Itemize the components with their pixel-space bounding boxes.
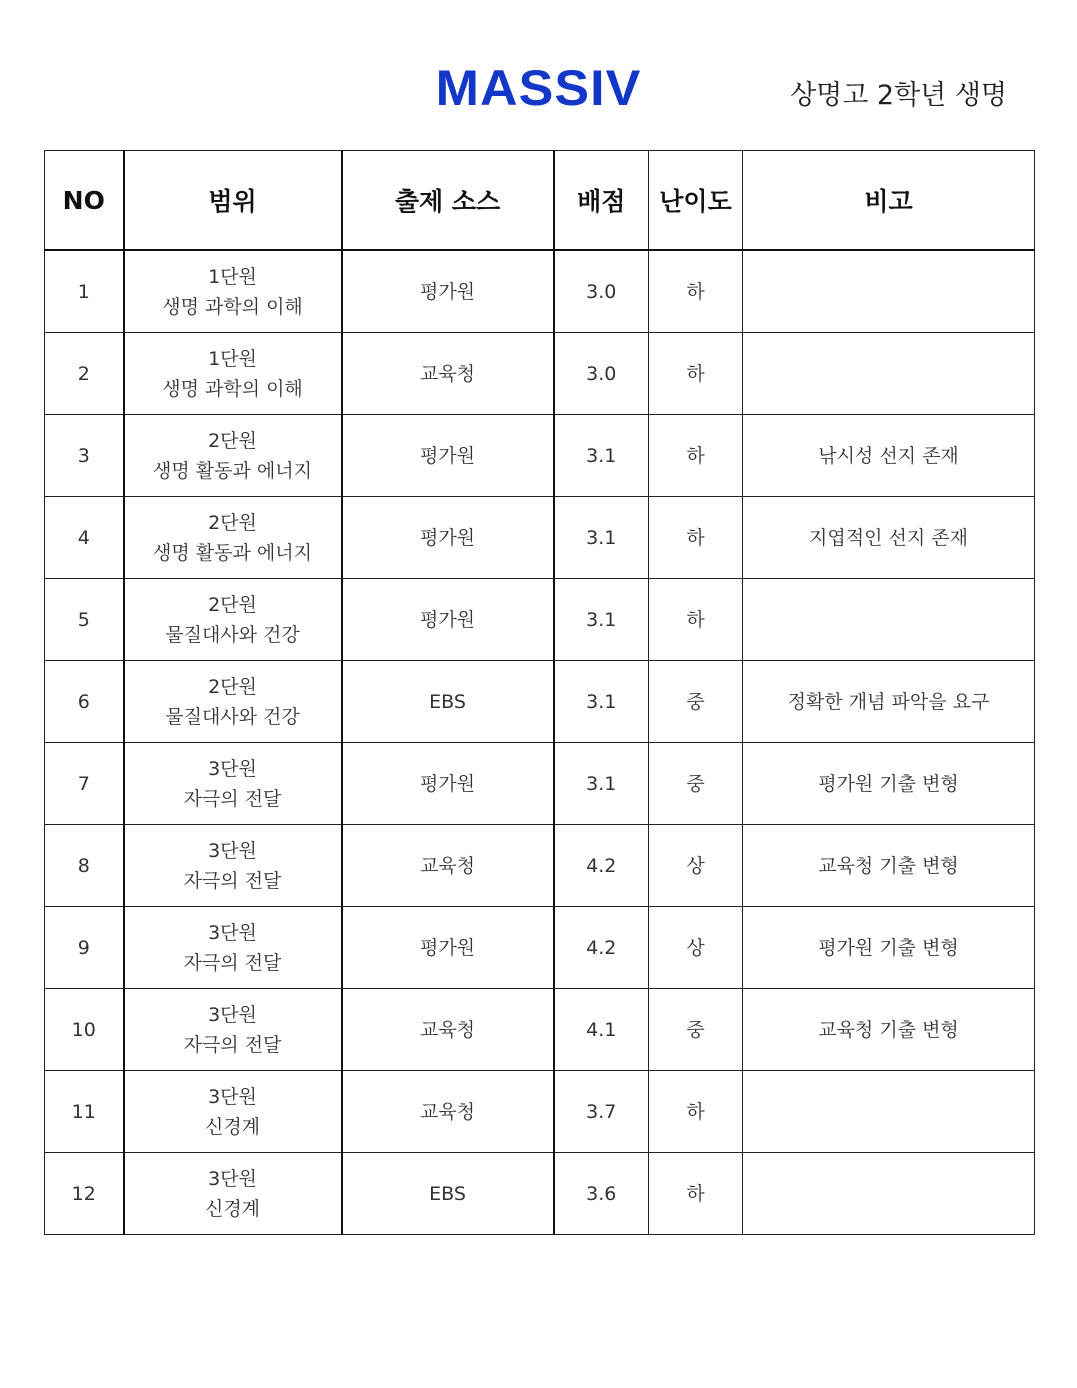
cell-no: 10 xyxy=(45,989,124,1071)
cell-no: 11 xyxy=(45,1071,124,1153)
cell-difficulty: 하 xyxy=(649,415,743,497)
cell-range-topic: 자극의 전달 xyxy=(183,787,282,810)
cell-range-unit: 3단원 xyxy=(208,921,257,944)
cell-score: 3.7 xyxy=(554,1071,649,1153)
cell-range xyxy=(124,743,342,825)
cell-note xyxy=(743,1153,1035,1235)
cell-range-unit: 3단원 xyxy=(208,1085,257,1108)
table-row xyxy=(45,743,1035,825)
cell-range-topic: 자극의 전달 xyxy=(183,869,282,892)
cell-note: 평가원 기출 변형 xyxy=(743,743,1035,825)
cell-range-unit: 1단원 xyxy=(208,347,257,370)
cell-score: 3.0 xyxy=(554,333,649,415)
cell-range xyxy=(124,497,342,579)
table-row xyxy=(45,497,1035,579)
cell-range xyxy=(124,989,342,1071)
cell-no: 6 xyxy=(45,661,124,743)
cell-source: 교육청 xyxy=(342,333,554,415)
cell-range-unit: 1단원 xyxy=(208,265,257,288)
cell-score: 4.2 xyxy=(554,825,649,907)
cell-source: EBS xyxy=(342,1153,554,1235)
cell-range xyxy=(124,825,342,907)
cell-note: 교육청 기출 변형 xyxy=(743,989,1035,1071)
table-row xyxy=(45,333,1035,415)
cell-range-topic: 물질대사와 건강 xyxy=(165,623,300,646)
cell-difficulty: 하 xyxy=(649,333,743,415)
cell-no: 1 xyxy=(45,250,124,333)
exam-analysis-table xyxy=(44,150,1035,1235)
table-row xyxy=(45,825,1035,907)
cell-range-topic: 물질대사와 건강 xyxy=(165,705,300,728)
cell-score: 3.1 xyxy=(554,743,649,825)
cell-no: 7 xyxy=(45,743,124,825)
cell-range-unit: 2단원 xyxy=(208,593,257,616)
cell-range-topic: 생명 과학의 이해 xyxy=(162,377,303,400)
cell-no: 4 xyxy=(45,497,124,579)
cell-range-topic: 생명 활동과 에너지 xyxy=(153,459,312,482)
cell-score: 3.1 xyxy=(554,497,649,579)
cell-score: 3.6 xyxy=(554,1153,649,1235)
cell-range-topic: 생명 과학의 이해 xyxy=(162,295,303,318)
cell-no: 3 xyxy=(45,415,124,497)
cell-range-unit: 3단원 xyxy=(208,1167,257,1190)
cell-range-topic: 신경계 xyxy=(204,1197,261,1220)
cell-source: 교육청 xyxy=(342,989,554,1071)
cell-note: 낚시성 선지 존재 xyxy=(743,415,1035,497)
column-header-difficulty: 난이도 xyxy=(649,151,743,251)
cell-note xyxy=(743,250,1035,333)
cell-difficulty: 하 xyxy=(649,1153,743,1235)
cell-range xyxy=(124,333,342,415)
cell-score: 3.1 xyxy=(554,415,649,497)
cell-source: 평가원 xyxy=(342,250,554,333)
cell-range-unit: 3단원 xyxy=(208,839,257,862)
table-row xyxy=(45,1153,1035,1235)
cell-range-topic: 생명 활동과 에너지 xyxy=(153,541,312,564)
cell-range-topic: 자극의 전달 xyxy=(183,1033,282,1056)
cell-source: 평가원 xyxy=(342,579,554,661)
cell-score: 4.1 xyxy=(554,989,649,1071)
cell-note xyxy=(743,1071,1035,1153)
cell-difficulty: 하 xyxy=(649,579,743,661)
cell-no: 5 xyxy=(45,579,124,661)
cell-score: 3.0 xyxy=(554,250,649,333)
cell-range xyxy=(124,661,342,743)
cell-score: 4.2 xyxy=(554,907,649,989)
cell-score: 3.1 xyxy=(554,661,649,743)
cell-no: 8 xyxy=(45,825,124,907)
cell-score: 3.1 xyxy=(554,579,649,661)
cell-note xyxy=(743,579,1035,661)
table-header-row xyxy=(45,151,1035,251)
cell-source: 평가원 xyxy=(342,497,554,579)
cell-source: 평가원 xyxy=(342,415,554,497)
cell-difficulty: 하 xyxy=(649,497,743,579)
cell-range-topic: 신경계 xyxy=(204,1115,261,1138)
cell-difficulty: 중 xyxy=(649,661,743,743)
cell-difficulty: 상 xyxy=(649,907,743,989)
cell-range xyxy=(124,415,342,497)
cell-difficulty: 상 xyxy=(649,825,743,907)
cell-no: 9 xyxy=(45,907,124,989)
column-header-range: 범위 xyxy=(124,151,342,251)
cell-range-unit: 3단원 xyxy=(208,1003,257,1026)
cell-note: 정확한 개념 파악을 요구 xyxy=(743,661,1035,743)
table-row xyxy=(45,579,1035,661)
cell-range-unit: 3단원 xyxy=(208,757,257,780)
cell-range-unit: 2단원 xyxy=(208,675,257,698)
table-row xyxy=(45,1071,1035,1153)
cell-note xyxy=(743,333,1035,415)
column-header-score: 배점 xyxy=(554,151,649,251)
table-row xyxy=(45,415,1035,497)
cell-range-unit: 2단원 xyxy=(208,429,257,452)
cell-difficulty: 하 xyxy=(649,1071,743,1153)
cell-range xyxy=(124,250,342,333)
table-row xyxy=(45,661,1035,743)
cell-source: 평가원 xyxy=(342,743,554,825)
cell-range xyxy=(124,579,342,661)
cell-range xyxy=(124,907,342,989)
cell-range xyxy=(124,1071,342,1153)
cell-difficulty: 하 xyxy=(649,250,743,333)
cell-note: 평가원 기출 변형 xyxy=(743,907,1035,989)
cell-note: 지엽적인 선지 존재 xyxy=(743,497,1035,579)
column-header-source: 출제 소스 xyxy=(342,151,554,251)
cell-difficulty: 중 xyxy=(649,989,743,1071)
column-header-no: NO xyxy=(45,151,124,251)
cell-source: EBS xyxy=(342,661,554,743)
cell-source: 교육청 xyxy=(342,1071,554,1153)
cell-no: 12 xyxy=(45,1153,124,1235)
cell-note: 교육청 기출 변형 xyxy=(743,825,1035,907)
cell-range-topic: 자극의 전달 xyxy=(183,951,282,974)
cell-difficulty: 중 xyxy=(649,743,743,825)
cell-source: 교육청 xyxy=(342,825,554,907)
brand-logo: MASSIV xyxy=(435,60,642,116)
cell-range-unit: 2단원 xyxy=(208,511,257,534)
table-row xyxy=(45,989,1035,1071)
cell-range xyxy=(124,1153,342,1235)
cell-source: 평가원 xyxy=(342,907,554,989)
column-header-note: 비고 xyxy=(743,151,1035,251)
table-row xyxy=(45,250,1035,333)
cell-no: 2 xyxy=(45,333,124,415)
document-subtitle: 상명고 2학년 생명 xyxy=(790,80,1007,111)
table-row xyxy=(45,907,1035,989)
